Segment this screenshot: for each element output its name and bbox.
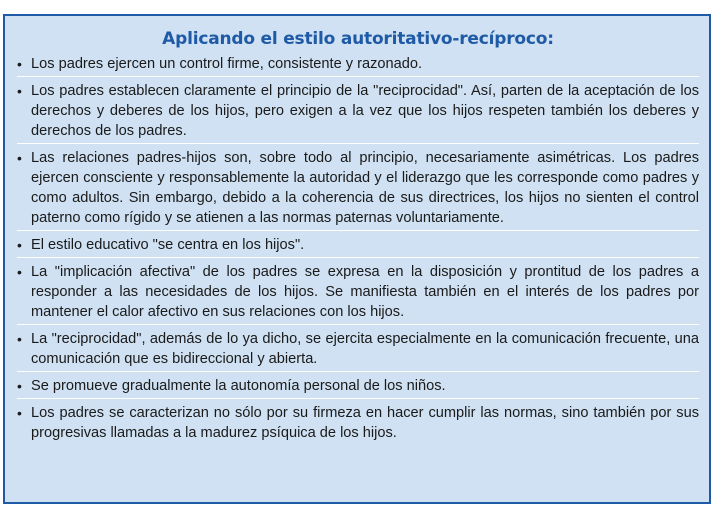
list-item (17, 54, 699, 77)
bullet-icon: • (17, 264, 22, 280)
list-item (17, 81, 699, 144)
bullet-icon: • (17, 237, 22, 253)
item-text: Los padres se caracterizan no sólo por su firmeza en hacer cumplir las normas, sino también por sus progresivas llamadas a la madurez psíquica de los hijos. (31, 405, 699, 441)
bullet-icon: • (17, 378, 22, 394)
item-text: El estilo educativo "se centra en los hijos". (31, 237, 305, 253)
list-item (17, 262, 699, 325)
bullet-icon: • (17, 83, 22, 99)
item-text: La "implicación afectiva" de los padres se expresa en la disposición y prontitud de los padres a responder a las necesidades de los hijos. Se manifiesta también en el interés de los padres por mantener el calor afectivo en sus relaciones con los hijos. (31, 264, 699, 320)
bullet-icon: • (17, 405, 22, 421)
list-item (17, 235, 699, 258)
list-item (17, 376, 699, 399)
bullet-icon: • (17, 150, 22, 166)
info-box (3, 14, 711, 504)
item-text: La "reciprocidad", además de lo ya dicho, se ejercita especialmente en la comunicación frecuente, una comunicación que es bidireccional y abierta. (31, 331, 699, 367)
bullet-icon: • (17, 56, 22, 72)
item-text: Las relaciones padres-hijos son, sobre todo al principio, necesariamente asimétricas. Los padres ejercen consciente y responsablemente la autoridad y el liderazgo que les corresponde como padres y como adultos. Sin embargo, debido a la coherencia de sus directrices, los hijos no sienten el control paterno como rígido y se atienen a las normas paternas voluntariamente. (31, 150, 699, 226)
bullet-icon: • (17, 331, 22, 347)
box-title: Aplicando el estilo autoritativo-recíproco: (162, 29, 554, 49)
bullet-list (17, 54, 699, 445)
item-text: Los padres ejercen un control firme, consistente y razonado. (31, 56, 423, 72)
list-item (17, 148, 699, 231)
item-text: Se promueve gradualmente la autonomía personal de los niños. (31, 378, 446, 394)
item-text: Los padres establecen claramente el principio de la "reciprocidad". Así, parten de la aceptación de los derechos y deberes de los hijos, pero exigen a la vez que los hijos respeten también los deberes y derechos de los padres. (31, 83, 699, 139)
list-item (17, 329, 699, 372)
list-item (17, 403, 699, 445)
